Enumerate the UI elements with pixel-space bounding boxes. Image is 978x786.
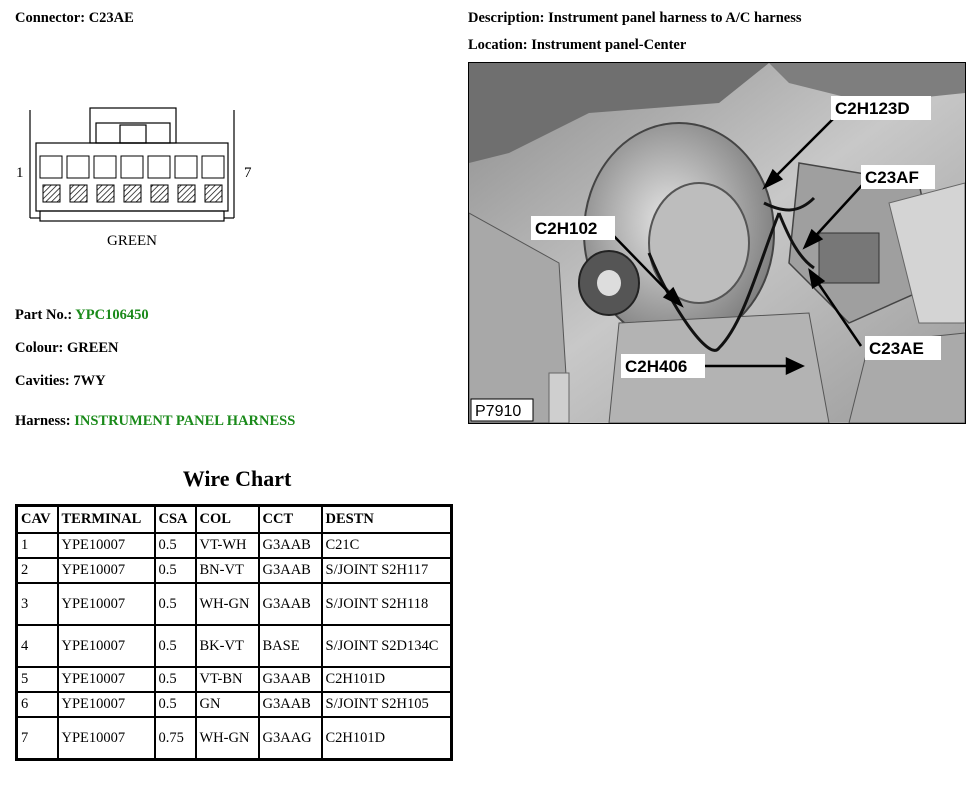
header-destn: DESTN	[322, 506, 452, 534]
location-photo-drawing	[469, 63, 965, 423]
cell-cav: 2	[17, 558, 58, 583]
cell-cct: BASE	[259, 625, 322, 667]
cell-col: GN	[196, 692, 259, 717]
harness-value: INSTRUMENT PANEL HARNESS	[74, 413, 296, 429]
cell-destn: S/JOINT S2D134C	[322, 625, 452, 667]
cell-destn: S/JOINT S2H118	[322, 583, 452, 625]
cell-cav: 3	[17, 583, 58, 625]
wire-chart-title: Wire Chart	[182, 466, 292, 491]
cell-col: WH-GN	[196, 583, 259, 625]
callout-c2h406: C2H406	[625, 357, 688, 376]
cell-destn: C2H101D	[322, 667, 452, 692]
table-row	[17, 583, 452, 625]
photo-ref: P7910	[475, 403, 522, 420]
cell-col: BN-VT	[196, 558, 259, 583]
description-label: Description:	[468, 10, 545, 26]
cell-terminal: YPE10007	[58, 667, 155, 692]
cavity-row-terminals	[43, 185, 222, 202]
location-value: Instrument panel-Center	[531, 37, 687, 53]
header-terminal: TERMINAL	[58, 506, 155, 534]
cell-csa: 0.5	[155, 625, 196, 667]
table-row	[17, 533, 452, 558]
cell-terminal: YPE10007	[58, 692, 155, 717]
cell-cct: G3AAB	[259, 692, 322, 717]
cell-terminal: YPE10007	[58, 717, 155, 760]
connector-line	[15, 10, 134, 27]
cell-csa: 0.5	[155, 533, 196, 558]
cell-cct: G3AAB	[259, 558, 322, 583]
table-header-row	[17, 506, 452, 534]
cell-terminal: YPE10007	[58, 533, 155, 558]
table-row	[17, 667, 452, 692]
cell-cct: G3AAG	[259, 717, 322, 760]
header-cct: CCT	[259, 506, 322, 534]
pin-last-label: 7	[244, 165, 252, 181]
part-no-line	[15, 307, 149, 324]
callout-c23ae: C23AE	[869, 339, 924, 358]
cell-terminal: YPE10007	[58, 625, 155, 667]
header-col: COL	[196, 506, 259, 534]
cell-destn: C2H101D	[322, 717, 452, 760]
diagram-color-label: GREEN	[107, 233, 157, 249]
cell-col: WH-GN	[196, 717, 259, 760]
cell-cav: 1	[17, 533, 58, 558]
cell-cct: G3AAB	[259, 667, 322, 692]
cavities-label: Cavities:	[15, 373, 70, 389]
harness-line	[15, 413, 295, 430]
location-line	[468, 37, 686, 54]
table-row	[17, 717, 452, 760]
location-label: Location:	[468, 37, 528, 53]
cell-csa: 0.5	[155, 667, 196, 692]
cavity-row-top	[40, 156, 224, 178]
harness-label: Harness:	[15, 413, 71, 429]
colour-value: GREEN	[66, 340, 119, 356]
callout-c2h102: C2H102	[535, 219, 598, 238]
colour-label: Colour:	[15, 340, 64, 356]
cell-terminal: YPE10007	[58, 583, 155, 625]
cell-cav: 5	[17, 667, 58, 692]
cell-csa: 0.75	[155, 717, 196, 760]
cell-col: VT-WH	[196, 533, 259, 558]
table-row	[17, 692, 452, 717]
cell-cav: 4	[17, 625, 58, 667]
cell-csa: 0.5	[155, 583, 196, 625]
cell-destn: C21C	[322, 533, 452, 558]
description-line	[468, 10, 802, 27]
cavities-value: 7WY	[73, 373, 106, 389]
connector-value: C23AE	[88, 10, 134, 26]
part-no-value: YPC106450	[75, 307, 149, 323]
cell-destn: S/JOINT S2H105	[322, 692, 452, 717]
cell-col: VT-BN	[196, 667, 259, 692]
cell-terminal: YPE10007	[58, 558, 155, 583]
header-cav: CAV	[17, 506, 58, 534]
cavities-line	[15, 373, 106, 390]
connector-face-diagram	[12, 105, 262, 255]
location-photo	[468, 62, 966, 424]
description-value: Instrument panel harness to A/C harness	[548, 10, 802, 26]
cell-cct: G3AAB	[259, 583, 322, 625]
table-row	[17, 625, 452, 667]
colour-line	[15, 340, 119, 357]
table-row	[17, 558, 452, 583]
callout-c2h123d: C2H123D	[835, 99, 910, 118]
callout-c23af: C23AF	[865, 168, 919, 187]
cell-csa: 0.5	[155, 692, 196, 717]
cell-col: BK-VT	[196, 625, 259, 667]
pin-first-label: 1	[16, 165, 24, 181]
wire-chart-table	[15, 504, 453, 761]
cell-csa: 0.5	[155, 558, 196, 583]
cell-destn: S/JOINT S2H117	[322, 558, 452, 583]
part-no-label: Part No.:	[15, 307, 73, 323]
cell-cav: 6	[17, 692, 58, 717]
cell-cav: 7	[17, 717, 58, 760]
header-csa: CSA	[155, 506, 196, 534]
cell-cct: G3AAB	[259, 533, 322, 558]
connector-label: Connector:	[15, 10, 86, 26]
